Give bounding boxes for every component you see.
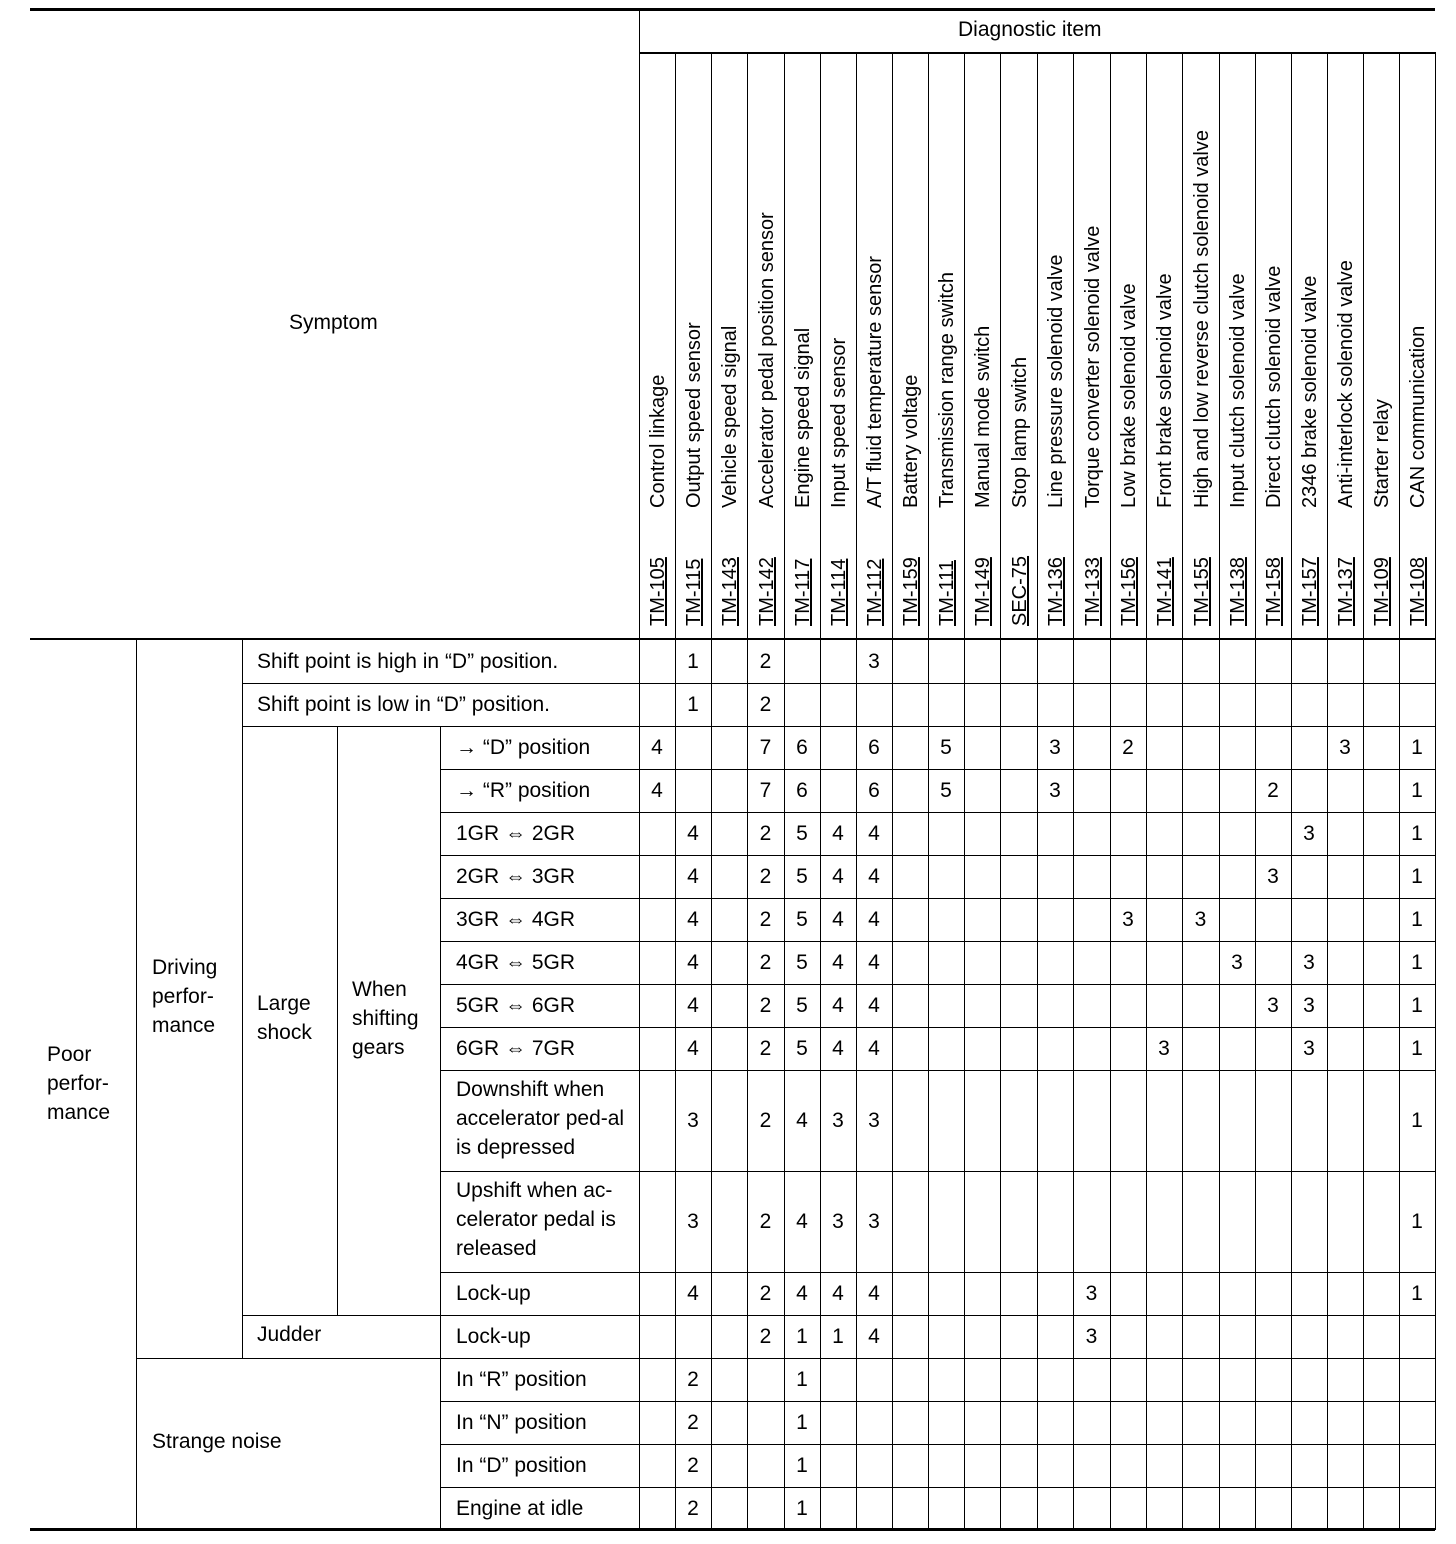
cell-value: 3 (1267, 993, 1279, 1017)
row-label: Downshift when accelerator ped-al is depressed (456, 1078, 625, 1159)
cell-value: 2 (759, 993, 772, 1017)
cell-value: 5 (796, 993, 808, 1017)
cell-value: 3 (868, 1209, 880, 1233)
cell-value: 3 (1339, 735, 1351, 759)
row-label: 3GR ⇔ 4GR (456, 907, 576, 931)
cell-value: 4 (687, 1036, 699, 1060)
symptom-driving-performance: Driving perfor-mance (152, 956, 218, 1037)
cell-value: 5 (940, 778, 952, 802)
cell-value: 7 (759, 778, 772, 802)
cell-value: 4 (687, 821, 699, 845)
cell-value: 3 (832, 1209, 844, 1233)
cell-value: 4 (796, 1108, 808, 1132)
cell-value: 4 (796, 1281, 808, 1305)
row-label: 4GR ⇔ 5GR (456, 950, 576, 974)
cell-value: 4 (687, 907, 699, 931)
cell-value: 3 (1303, 993, 1315, 1017)
cell-value: 1 (1411, 1108, 1423, 1132)
row-label: → “D” position (456, 735, 591, 759)
cell-value: 1 (796, 1410, 808, 1434)
cell-value: 2 (759, 692, 772, 716)
cell-value: 1 (1411, 821, 1423, 845)
row-label: Upshift when ac-celerator pedal is released (456, 1179, 616, 1260)
cell-value: 1 (832, 1324, 844, 1348)
cell-value: 3 (1049, 778, 1061, 802)
cell-value: 5 (796, 907, 808, 931)
cell-value: 5 (796, 821, 808, 845)
row-label: 1GR ⇔ 2GR (456, 821, 576, 845)
cell-value: 1 (796, 1496, 808, 1520)
cell-value: 2 (687, 1410, 699, 1434)
cell-value: 4 (868, 1281, 880, 1305)
cell-value: 4 (832, 864, 844, 888)
cell-value: 3 (1122, 907, 1134, 931)
cell-value: 5 (796, 864, 808, 888)
cell-value: 2 (687, 1453, 699, 1477)
cell-value: 2 (1267, 778, 1279, 802)
row-label: 2GR ⇔ 3GR (456, 864, 576, 888)
cell-value: 3 (1085, 1324, 1098, 1348)
cell-value: 1 (1411, 907, 1423, 931)
cell-value: 3 (1085, 1281, 1098, 1305)
cell-value: 3 (1049, 735, 1061, 759)
cell-value: 1 (796, 1324, 808, 1348)
cell-value: 4 (868, 1036, 880, 1060)
cell-value: 2 (759, 1209, 772, 1233)
cell-value: 6 (796, 778, 808, 802)
cell-value: 1 (1411, 735, 1423, 759)
cell-value: 6 (796, 735, 808, 759)
cell-value: 1 (1411, 1281, 1423, 1305)
symptom-judder: Judder (257, 1323, 322, 1346)
cell-value: 2 (759, 821, 772, 845)
cell-value: 2 (759, 1108, 772, 1132)
row-label: Shift point is low in “D” position. (257, 692, 550, 716)
cell-value: 4 (832, 907, 844, 931)
row-label: Shift point is high in “D” position. (257, 649, 559, 673)
cell-value: 4 (868, 821, 880, 845)
cell-value: 1 (1411, 778, 1423, 802)
cell-value: 4 (868, 950, 880, 974)
cell-value: 4 (868, 864, 880, 888)
cell-value: 2 (759, 1324, 772, 1348)
symptom-heading: Symptom (289, 311, 378, 334)
cell-value: 3 (687, 1108, 699, 1132)
cell-value: 2 (759, 907, 772, 931)
row-label: Lock-up (456, 1281, 531, 1305)
cell-value: 4 (832, 1281, 844, 1305)
cell-value: 2 (759, 950, 772, 974)
row-label: In “N” position (456, 1410, 587, 1434)
cell-value: 1 (1411, 1209, 1423, 1233)
cell-value: 4 (687, 950, 699, 974)
cell-value: 1 (1411, 950, 1423, 974)
cell-value: 2 (759, 1036, 772, 1060)
cell-value: 3 (1158, 1036, 1170, 1060)
cell-value: 4 (832, 821, 844, 845)
cell-value: 4 (832, 950, 844, 974)
cell-value: 6 (868, 735, 880, 759)
cell-value: 3 (1194, 907, 1207, 931)
row-label: Lock-up (456, 1324, 531, 1348)
row-label: → “R” position (456, 778, 591, 802)
cell-value: 3 (1231, 950, 1243, 974)
row-label: 5GR ⇔ 6GR (456, 993, 576, 1017)
cell-value: 1 (687, 692, 699, 716)
cell-value: 2 (759, 1281, 772, 1305)
cell-value: 4 (868, 1324, 880, 1348)
diagnostic-item-heading: Diagnostic item (958, 18, 1102, 41)
cell-value: 4 (687, 864, 699, 888)
symptom-poor-performance: Poor perfor-mance (47, 1043, 111, 1124)
cell-value: 1 (1411, 864, 1423, 888)
cell-value: 3 (1303, 821, 1315, 845)
cell-value: 3 (1267, 864, 1279, 888)
cell-value: 1 (1411, 1036, 1423, 1060)
row-label: In “D” position (456, 1453, 587, 1477)
cell-value: 2 (1122, 735, 1134, 759)
cell-value: 3 (868, 649, 880, 673)
row-label: Engine at idle (456, 1496, 584, 1520)
cell-value: 4 (832, 993, 844, 1017)
cell-value: 5 (796, 1036, 808, 1060)
cell-value: 6 (868, 778, 880, 802)
cell-value: 4 (796, 1209, 808, 1233)
cell-value: 3 (832, 1108, 844, 1132)
symptom-when-shifting-gears: When shifting gears (352, 978, 419, 1059)
cell-value: 3 (1303, 1036, 1315, 1060)
cell-value: 2 (687, 1496, 699, 1520)
cell-value: 2 (687, 1367, 699, 1391)
cell-value: 2 (759, 864, 772, 888)
cell-value: 7 (759, 735, 772, 759)
cell-value: 4 (868, 993, 880, 1017)
cell-value: 1 (1411, 993, 1423, 1017)
cell-value: 4 (868, 907, 880, 931)
cell-value: 5 (940, 735, 952, 759)
cell-value: 3 (687, 1209, 699, 1233)
cell-value: 4 (687, 993, 699, 1017)
symptom-strange-noise: Strange noise (152, 1430, 282, 1453)
cell-value: 3 (868, 1108, 880, 1132)
cell-value: 1 (687, 649, 699, 673)
row-label: 6GR ⇔ 7GR (456, 1036, 576, 1060)
cell-value: 2 (759, 649, 772, 673)
row-label: In “R” position (456, 1367, 587, 1391)
cell-value: 4 (687, 1281, 699, 1305)
cell-value: 4 (832, 1036, 844, 1060)
cell-value: 3 (1303, 950, 1315, 974)
cell-value: 4 (651, 735, 663, 759)
cell-value: 1 (796, 1367, 808, 1391)
cell-value: 1 (796, 1453, 808, 1477)
symptom-large-shock: Large shock (257, 992, 312, 1044)
cell-value: 5 (796, 950, 808, 974)
cell-value: 4 (651, 778, 663, 802)
